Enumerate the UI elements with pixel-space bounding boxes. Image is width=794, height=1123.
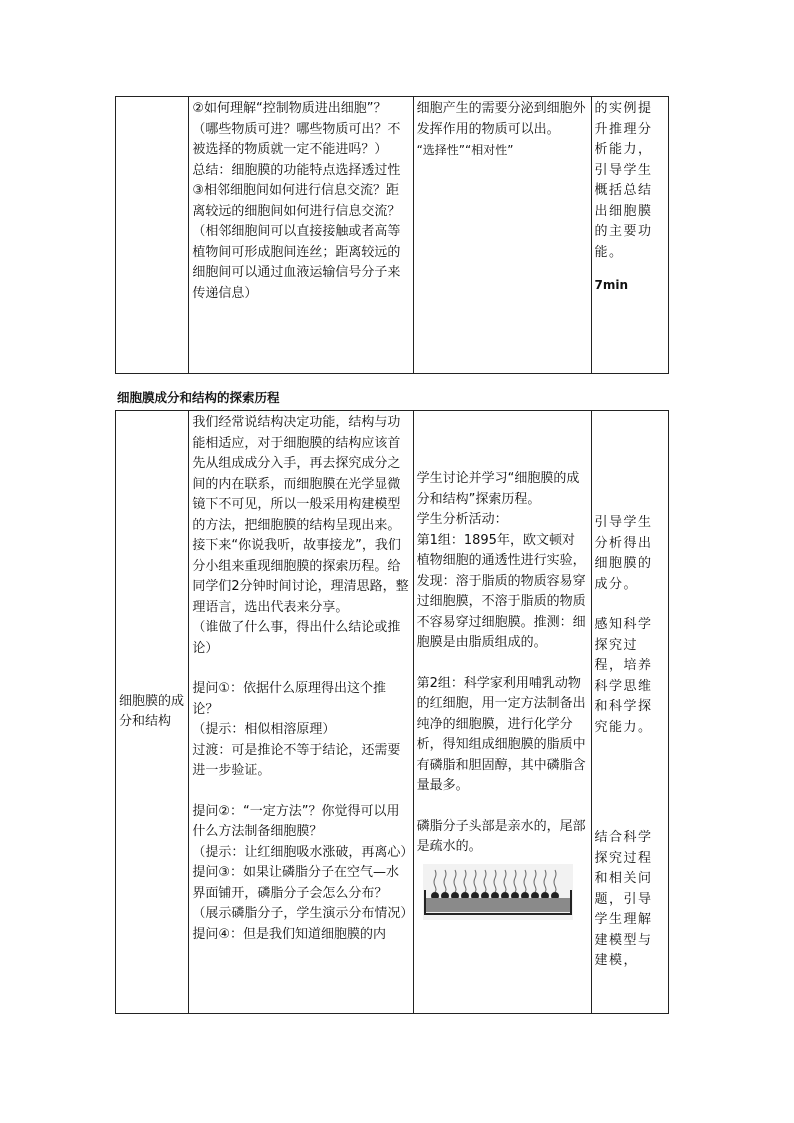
story-chain-hint: （谁做了什么事，得出什么结论或推论） — [192, 620, 401, 656]
student-analysis-label: 学生分析活动： — [416, 512, 508, 527]
question-3b: 提问③：如果让磷脂分子在空气—水界面铺开，磷脂分子会怎么分布？（展示磷脂分子，学生演示分布情况） — [192, 865, 414, 921]
summary-text: 总结：细胞膜的功能特点选择透过性 — [192, 162, 401, 178]
phospholipid-monolayer-figure — [423, 864, 573, 920]
cell-teacher-activity — [189, 97, 413, 374]
phospholipid-text: 磷脂分子头部是亲水的，尾部是疏水的。 — [416, 818, 586, 854]
question-2-hint: （哪些物质可进？哪些物质可出？不被选择的物质就一定不能进吗？） — [192, 121, 401, 157]
intro-text: 我们经常说结构决定功能，结构与功能相适应，对于细胞膜的结构应该首先从组成成分入手，再去探究成分之间的内在联系，而细胞膜在光学显微镜下不可见，所以一般采用构建模型的方法，把细胞膜的结构呈现出来。 — [192, 415, 401, 533]
intent-2: 感知科学探究过程，培养科学思维和科学探究能力。 — [594, 617, 653, 735]
cell-design-intent-2 — [591, 411, 668, 1014]
story-chain-text: 接下来“你说我听，故事接龙”，我们分小组来重现细胞膜的探索历程。给同学们2分钟时间讨论，理清思路，整理语言，选出代表来分享。 — [192, 538, 409, 615]
question-2: ②如何理解“控制物质进出细胞”？ — [192, 101, 387, 116]
question-2b: 提问②：“一定方法”？你觉得可以用什么方法制备细胞膜？ — [192, 803, 400, 839]
intent-3: 结合科学探究过程和相关问题，引导学生理解建模型与建模， — [594, 830, 653, 968]
question-1: 提问①：依据什么原理得出这个推论？ — [192, 681, 387, 717]
time-label: 7min — [594, 278, 629, 292]
cell-student-process — [413, 411, 591, 1014]
topic-label: 细胞膜的成分和结构 — [119, 693, 185, 729]
design-intent-text: 的实例提升推理分析能力，引导学生概括总结出细胞膜的主要功能。 — [594, 101, 653, 260]
cell-teacher-process — [189, 411, 413, 1014]
question-2b-hint: （提示：让红细胞吸水涨破，再离心） — [192, 844, 414, 860]
group-1-text: 第1组：1895年，欧文顿对植物细胞的通透性进行实验，发现：溶于脂质的物质容易穿过细胞膜，不溶于脂质的物质不容易穿过细胞膜。推测：细胞膜是由脂质组成的。 — [416, 532, 586, 650]
group-2-text: 第2组：科学家利用哺乳动物的红细胞，用一定方法制备出纯净的细胞膜，进行化学分析，得知组成细胞膜的脂质中有磷脂和胆固醇，其中磷脂含量最多。 — [416, 675, 586, 793]
question-3: ③相邻细胞间如何进行信息交流？距离较远的细胞间如何进行信息交流？ — [192, 183, 401, 219]
student-discussion: 学生讨论并学习“细胞膜的成分和结构”探索历程。 — [416, 471, 580, 507]
cell-student-activity — [413, 97, 591, 374]
keywords: “选择性”“相对性” — [416, 143, 514, 157]
cell-empty-col1 — [116, 97, 189, 374]
lesson-table-top — [115, 96, 669, 374]
student-answer: 细胞产生的需要分泌到细胞外发挥作用的物质可以出。 — [416, 101, 586, 137]
section-heading: 细胞膜成分和结构的探索历程 — [117, 390, 280, 405]
intent-1: 引导学生分析得出细胞膜的成分。 — [594, 515, 653, 592]
cell-topic — [116, 411, 189, 1014]
cell-design-intent — [591, 97, 668, 374]
question-3-answer: （相邻细胞间可以直接接触或者高等植物间可形成胞间连丝；距离较远的细胞间可以通过血液运输信号分子来传递信息） — [192, 224, 401, 301]
question-1-hint: （提示：相似相溶原理） — [192, 722, 336, 737]
lesson-table-bottom — [115, 410, 669, 1014]
question-4b: 提问④：但是我们知道细胞膜的内 — [192, 926, 387, 942]
transition-text: 过渡：可是推论不等于结论，还需要进一步验证。 — [192, 742, 401, 778]
